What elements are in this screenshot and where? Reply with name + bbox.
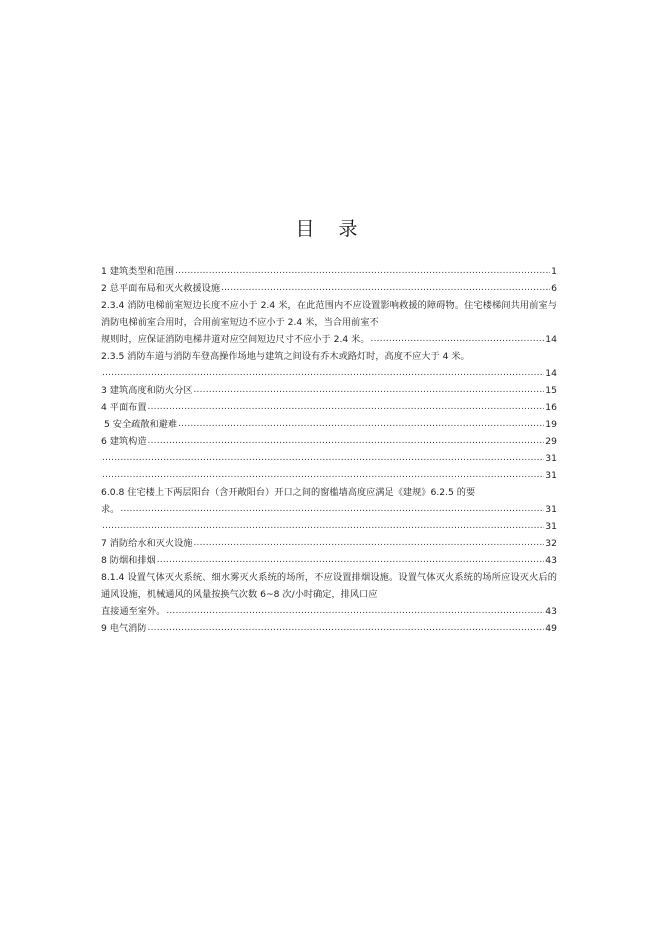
leader-dots	[221, 280, 550, 297]
toc-entry[interactable]	[101, 348, 557, 382]
toc-page-number: 14	[545, 368, 557, 379]
leader-dots	[148, 620, 545, 637]
leader-dots	[102, 467, 544, 484]
toc-entry-text: 3 建筑高度和防火分区	[101, 385, 193, 396]
toc-page-number: 14	[545, 334, 557, 345]
toc-entry[interactable]	[101, 416, 557, 433]
leader-dots	[193, 535, 544, 552]
leader-dots	[102, 518, 544, 535]
toc-entry-text: 8 防烟和排烟	[101, 555, 156, 566]
toc-entry-lead-text: 2.3.4 消防电梯前室短边长度不应小于 2.4 米，在此范围内不应设置影响救援的障碍物。住宅楼梯间共用前室与消防电梯前室合用时，合用前室短边不应小于 2.4 米，当合用前室不	[101, 300, 557, 328]
leader-dots	[157, 552, 545, 569]
toc-page-number: 43	[545, 555, 557, 566]
leader-dots	[193, 382, 544, 399]
toc-entry-text: 求。	[101, 504, 120, 515]
toc-page-number: 31	[545, 521, 557, 532]
toc-entry-text: 2 总平面布局和灭火救援设施	[101, 283, 221, 294]
toc-entry[interactable]	[101, 297, 557, 348]
toc-entry-text: 规则时，应保证消防电梯井道对应空间短边尺寸不应小于 2.4 米。	[101, 334, 370, 345]
toc-entry-text: 9 电气消防	[101, 623, 147, 634]
toc-page-number: 16	[545, 402, 557, 413]
leader-dots	[166, 603, 544, 620]
toc-entry[interactable]	[101, 263, 557, 280]
toc-entry-lead-text: 6.0.8 住宅楼上下两层阳台（含开敞阳台）开口之间的窗槛墙高度应满足《建规》6.2.5 的要	[101, 487, 476, 498]
toc-page-number: 19	[545, 419, 557, 430]
toc-entry[interactable]	[101, 569, 557, 620]
toc-entry[interactable]	[101, 280, 557, 297]
toc-page-number: 49	[545, 623, 557, 634]
leader-dots	[120, 501, 544, 518]
toc-entry[interactable]	[101, 535, 557, 552]
leader-dots	[175, 263, 550, 280]
toc-entry[interactable]	[101, 399, 557, 416]
toc-entry-lead-text: 2.3.5 消防车道与消防车登高操作场地与建筑之间设有乔木或路灯时，高度不应大于 4 米。	[101, 351, 470, 362]
toc-page-number: 31	[545, 470, 557, 481]
toc-entry[interactable]	[101, 552, 557, 569]
leader-dots	[148, 433, 545, 450]
toc-page-number: 43	[545, 606, 557, 617]
toc-entry-text: 6 建筑构造	[101, 436, 147, 447]
toc-entry-text: 直接通至室外。	[101, 606, 166, 617]
toc-entry-text: 5 安全疏散和避难	[104, 419, 178, 430]
toc-entry[interactable]	[101, 484, 557, 518]
toc-entry[interactable]	[101, 518, 557, 535]
toc-entry[interactable]	[101, 467, 557, 484]
toc-page-number: 32	[545, 538, 557, 549]
toc-entry-lead-text: 8.1.4 设置气体灭火系统、细水雾灭火系统的场所，不应设置排烟设施。设置气体灭火系统的场所应设灭火后的通风设施，机械通风的风量按换气次数 6~8 次/小时确定，排风口应	[101, 572, 557, 600]
toc-page-number: 15	[545, 385, 557, 396]
toc-entry-text: 4 平面布置	[101, 402, 147, 413]
toc-page-number: 31	[545, 453, 557, 464]
toc-entry-text: 7 消防给水和灭火设施	[101, 538, 193, 549]
table-of-contents	[101, 263, 557, 637]
toc-entry[interactable]	[101, 620, 557, 637]
leader-dots	[102, 365, 544, 382]
toc-entry[interactable]	[101, 433, 557, 450]
toc-page-number: 1	[551, 266, 557, 277]
toc-page-number: 6	[551, 283, 557, 294]
leader-dots	[178, 416, 544, 433]
toc-entry[interactable]	[101, 382, 557, 399]
leader-dots	[102, 450, 544, 467]
toc-page-number: 31	[545, 504, 557, 515]
toc-entry-text: 1 建筑类型和范围	[101, 266, 175, 277]
leader-dots	[148, 399, 545, 416]
leader-dots	[371, 331, 545, 348]
toc-page-number: 29	[545, 436, 557, 447]
toc-title: 目 录	[295, 218, 367, 240]
toc-entry[interactable]	[101, 450, 557, 467]
